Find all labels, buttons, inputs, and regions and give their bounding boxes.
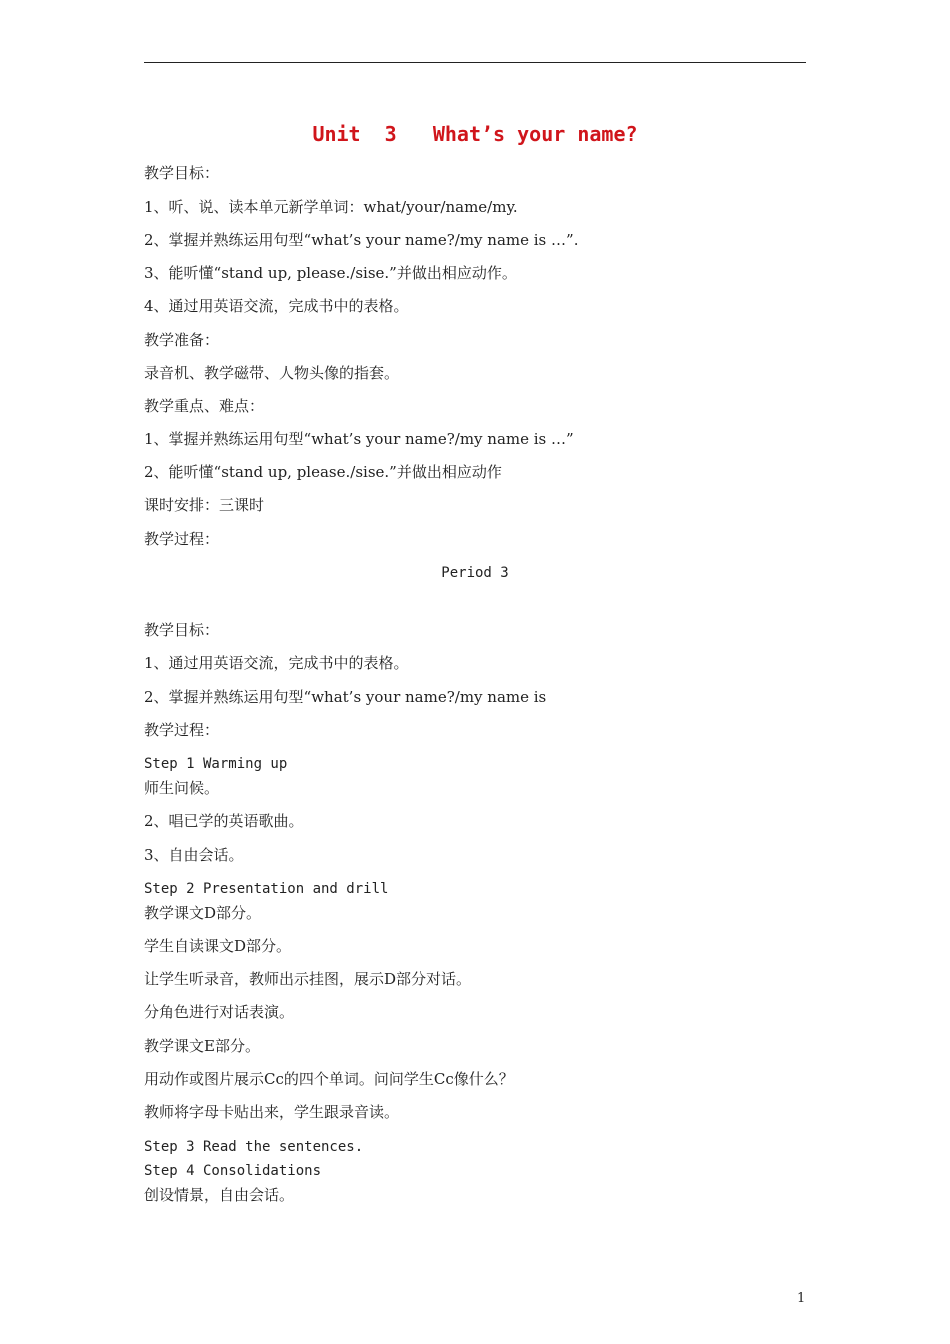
step-heading: Step 3 Read the sentences. [144, 1139, 364, 1155]
text-line: 3、自由会话。 [144, 846, 244, 864]
text-line: 教学重点、难点： [144, 397, 265, 415]
text-line: 2、唱已学的英语歌曲。 [144, 812, 304, 830]
document-title: Unit 3 What’s your name? [312, 122, 638, 146]
text-line: 2、能听懂“stand up, please./sise.”并做出相应动作 [144, 463, 502, 481]
text-line: 2、掌握并熟练运用句型“what’s your name?/my name is [144, 688, 547, 706]
step-heading: Step 4 Consolidations [144, 1163, 322, 1179]
text-line: 教学目标： [144, 164, 220, 182]
text-line: 师生问候。 [144, 779, 220, 797]
text-line: 4、通过用英语交流，完成书中的表格。 [144, 297, 409, 315]
period-heading: Period 3 [441, 565, 509, 581]
text-line: 录音机、教学磁带、人物头像的指套。 [144, 364, 400, 382]
text-line: 教学过程： [144, 530, 220, 548]
text-line: 创设情景，自由会话。 [144, 1186, 295, 1204]
text-line: 教师将字母卡贴出来，学生跟录音读。 [144, 1103, 400, 1121]
text-line: 1、掌握并熟练运用句型“what’s your name?/my name is …” [144, 430, 574, 448]
text-line: 教学课文E部分。 [144, 1037, 260, 1055]
text-line: 让学生听录音，教师出示挂图，展示D部分对话。 [144, 970, 472, 988]
text-line: 学生自读课文D部分。 [144, 937, 292, 955]
text-line: 分角色进行对话表演。 [144, 1003, 295, 1021]
text-line: 2、掌握并熟练运用句型“what’s your name?/my name is …”. [144, 231, 579, 249]
text-line: 3、能听懂“stand up, please./sise.”并做出相应动作。 [144, 264, 517, 282]
text-line: 教学课文D部分。 [144, 904, 262, 922]
page-number: 1 [797, 1291, 806, 1306]
step-heading: Step 2 Presentation and drill [144, 881, 389, 897]
header-rule [144, 62, 806, 63]
text-line: 1、听、说、读本单元新学单词：what/your/name/my. [144, 198, 518, 216]
text-line: 1、通过用英语交流，完成书中的表格。 [144, 654, 409, 672]
text-line: 用动作或图片展示Cc的四个单词。问问学生Cc像什么？ [144, 1070, 514, 1088]
text-line: 教学准备： [144, 331, 220, 349]
text-line: 教学目标： [144, 621, 220, 639]
step-heading: Step 1 Warming up [144, 756, 288, 772]
text-line: 课时安排：三课时 [144, 496, 265, 514]
text-line: 教学过程： [144, 721, 220, 739]
